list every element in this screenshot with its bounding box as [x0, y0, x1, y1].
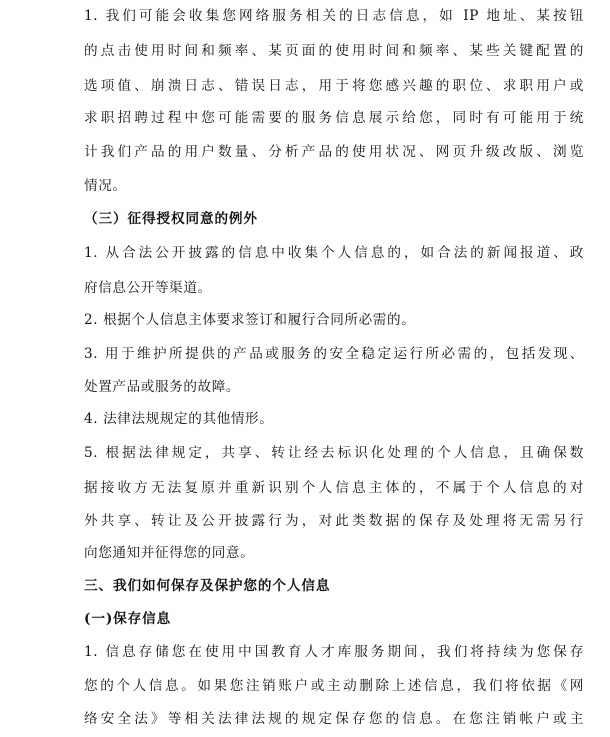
exception-item-5-line-4: 向您通知并征得您的同意。 — [84, 545, 255, 561]
exception-item-5-line-2: 据接收方无法复原并重新识别个人信息主体的，不属于个人信息的对 — [84, 480, 584, 496]
exception-item-5-line-1: 5. 根据法律规定，共享、转让经去标识化处理的个人信息，且确保数 — [84, 445, 584, 461]
exception-item-1-line-1: 1. 从合法公开披露的信息中收集个人信息的，如合法的新闻报道、政 — [84, 245, 584, 261]
paragraph-storage-line-2: 您的个人信息。如果您注销账户或主动删除上述信息，我们将依据《网 — [84, 678, 584, 694]
exception-item-4-line-1: 4. 法律法规规定的其他情形。 — [84, 411, 274, 427]
paragraph-log-info-line-6: 情况。 — [84, 178, 127, 194]
paragraph-storage-line-1: 1. 信息存储您在使用中国教育人才库服务期间，我们将持续为您保存 — [84, 644, 584, 660]
exception-item-2-line-1: 2. 根据个人信息主体要求签订和履行合同所必需的。 — [84, 312, 416, 328]
exception-item-3-line-1: 3. 用于维护所提供的产品或服务的安全稳定运行所必需的，包括发现、 — [84, 346, 584, 362]
paragraph-log-info-line-5: 计我们产品的用户数量、分析产品的使用状况、网页升级改版、浏览 — [84, 144, 584, 160]
exception-item-1-line-2: 府信息公开等渠道。 — [84, 280, 212, 296]
paragraph-log-info-line-2: 的点击使用时间和频率、某页面的使用时间和频率、某些关键配置的 — [84, 43, 584, 59]
section-heading-storage-protection: 三、我们如何保存及保护您的个人信息 — [84, 578, 331, 594]
section-heading-exceptions: （三）征得授权同意的例外 — [84, 211, 258, 227]
paragraph-log-info-line-1: 1. 我们可能会收集您网络服务相关的日志信息，如 IP 地址、某按钮 — [84, 8, 584, 24]
subsection-heading-save-info: (一)保存信息 — [84, 611, 172, 627]
exception-item-3-line-2: 处置产品或服务的故障。 — [84, 379, 241, 395]
paragraph-log-info-line-3: 选项值、崩溃日志、错误日志，用于将您感兴趣的职位、求职用户或 — [84, 78, 584, 94]
paragraph-storage-line-3: 络安全法》等相关法律法规的规定保存您的信息。在您注销帐户或主 — [84, 711, 584, 727]
exception-item-5-line-3: 外共享、转让及公开披露行为，对此类数据的保存及处理将无需另行 — [84, 513, 584, 529]
paragraph-log-info-line-4: 求职招聘过程中您可能需要的服务信息展示给您，同时有可能用于统 — [84, 110, 584, 126]
